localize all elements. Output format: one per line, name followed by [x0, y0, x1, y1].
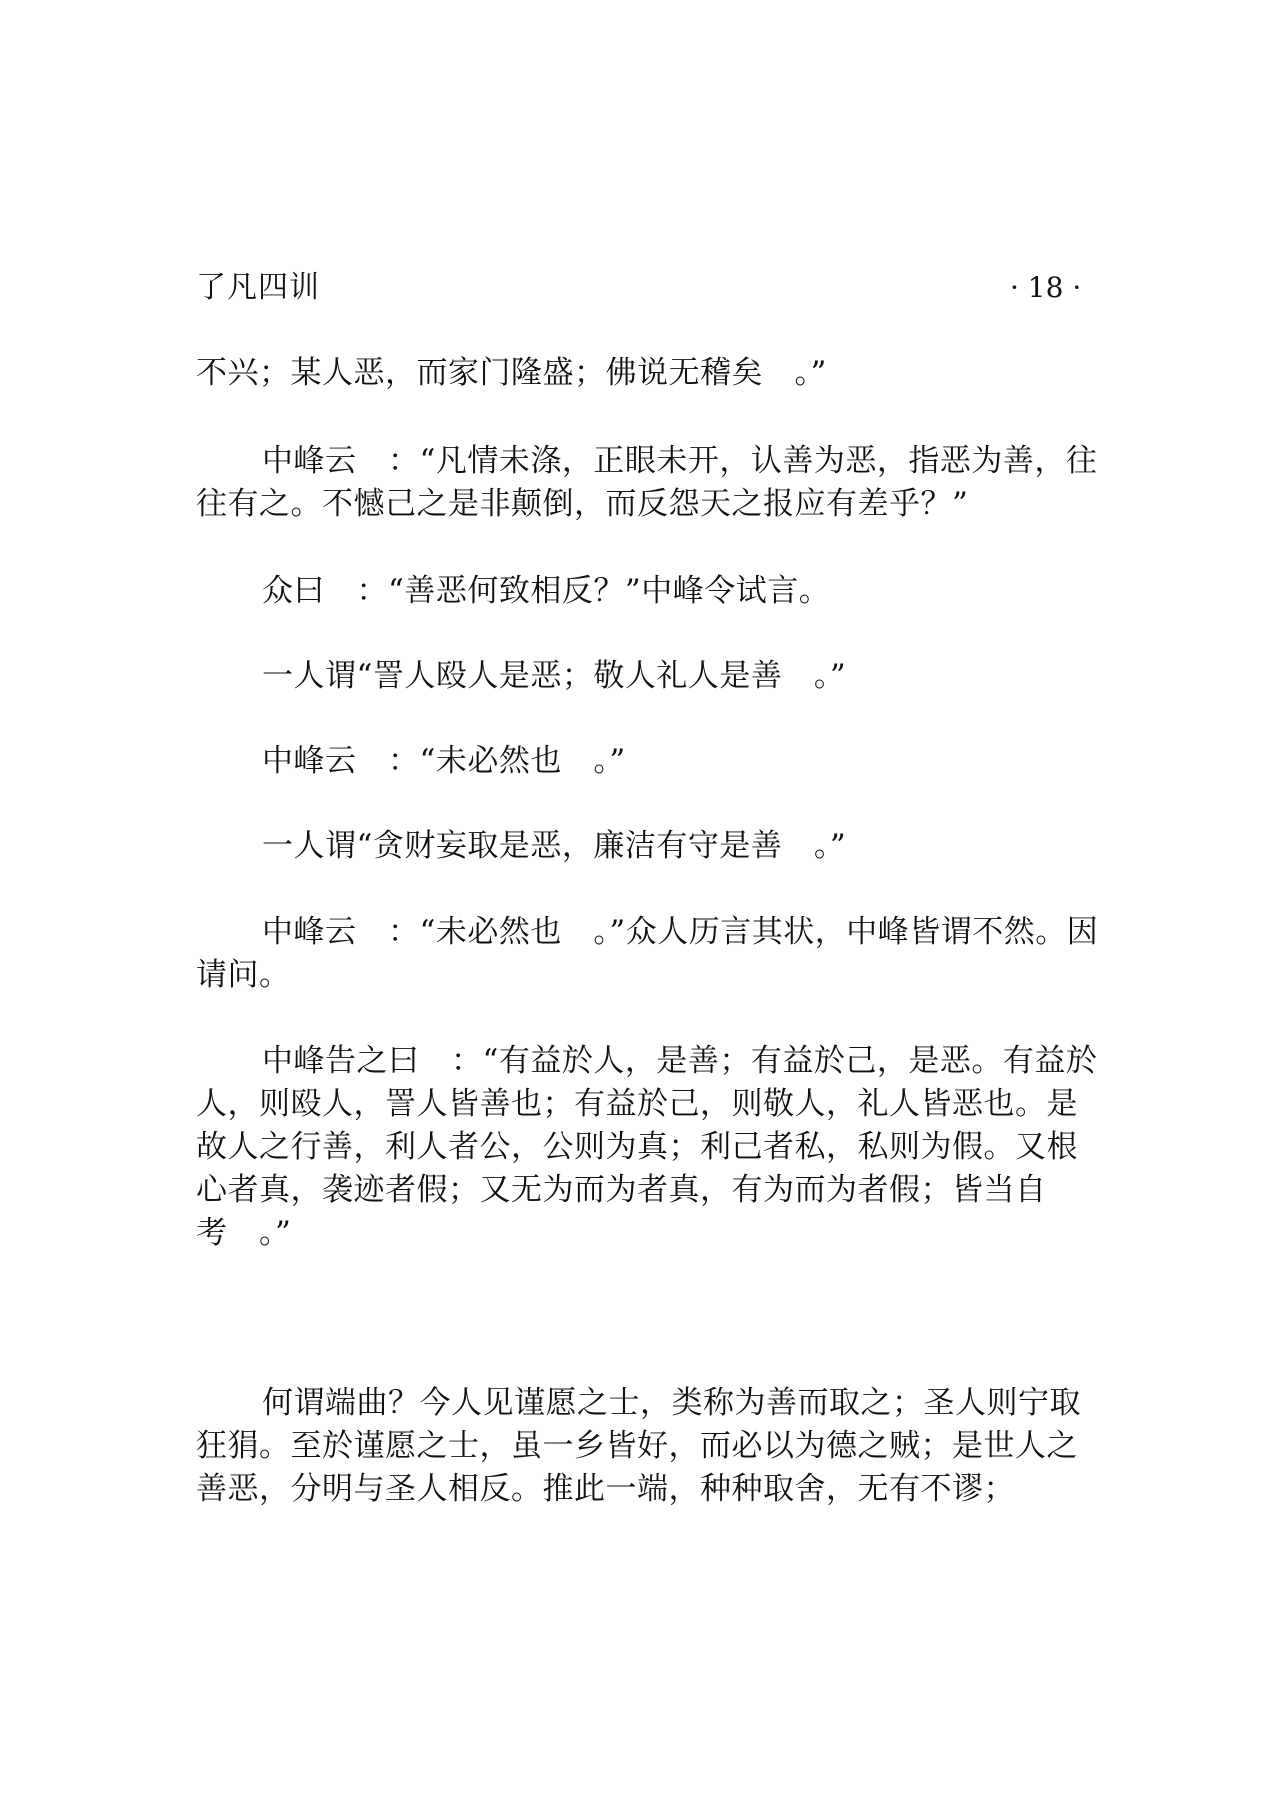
paragraph: 中峰告之曰 ：“有益於人，是善；有益於己，是恶。有益於人，则殴人，詈人皆善也；有益於己，则敬人，礼人皆恶也。是故人之行善，利人者公，公则为真；利己者私，私则为假。又根心者真，袭迹者假；又无为而为者真，有为而为者假；皆当自考 。” — [196, 1043, 1098, 1251]
running-header-title: 了凡四训 — [196, 270, 320, 305]
paragraph: 何谓端曲？今人见谨愿之士，类称为善而取之；圣人则宁取狂狷。至於谨愿之士，虽一乡皆好，而必以为德之贼；是世人之善恶，分明与圣人相反。推此一端，种种取舍，无有不谬； — [196, 1385, 1081, 1507]
paragraph: 众曰 ：“善恶何致相反？”中峰令试言。 — [262, 573, 831, 609]
paragraph: 中峰云 ：“未必然也 。” — [262, 743, 626, 779]
paragraph: 中峰云 ：“未必然也 。”众人历言其状，中峰皆谓不然。因请问。 — [196, 914, 1099, 993]
paragraph: 中峰云 ：“凡情未涤，正眼未开，认善为恶，指恶为善，往往有之。不憾己之是非颠倒，而反怨天之报应有差乎？” — [196, 443, 1098, 522]
paragraph: 一人谓“詈人殴人是恶；敬人礼人是善 。” — [262, 658, 847, 694]
paragraph-continuation: 不兴；某人恶，而家门隆盛；佛说无稽矣 。” — [196, 355, 827, 391]
page-number: · 18 · — [1010, 271, 1082, 304]
paragraph: 一人谓“贪财妄取是恶，廉洁有守是善 。” — [262, 828, 847, 864]
